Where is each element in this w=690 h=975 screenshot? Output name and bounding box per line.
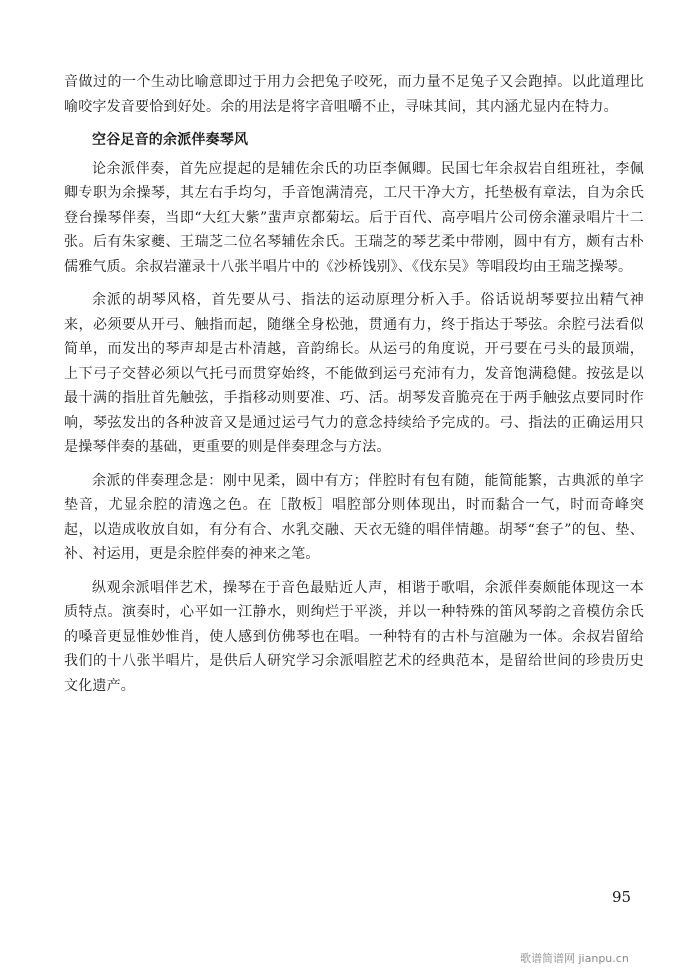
paragraph-1: 论余派伴奏，首先应提起的是辅佐余氏的功臣李佩卿。民国七年余叔岩自组班社，李佩卿专职为余操琴，其左右手均匀，手音饱满清亮，工尺干净大方，托垫极有章法，自为余氏登台操琴伴奏，当即“大红大紫”蜚声京都菊坛。后于百代、高亭唱片公司傍余灌录唱片十二张。后有朱家夔、王瑞芝二位名琴辅佐余氏。王瑞芝的琴艺柔中带刚，圆中有方，颇有古朴儒雅气质。余叔岩灌录十八张半唱片中的《沙桥饯别》、《伐东吴》等唱段均由王瑞芝操琴。: [64, 160, 644, 275]
paragraph-continued: 音做过的一个生动比喻意即过于用力会把兔子咬死，而力量不足兔子又会跑掉。以此道理比喻咬字发音要恰到好处。余的用法是将字音咀嚼不止，寻味其间，其内涵尤显内在特力。: [64, 74, 644, 115]
page-number: 95: [612, 888, 632, 906]
paragraph-4: 纵观余派唱伴艺术，操琴在于音色最贴近人声，相谐于歌唱，余派伴奏颇能体现这一本质特点。演奏时，心平如一江静水，则绚烂于平淡，并以一种特殊的笛风琴韵之音模仿余氏的嗓音更显惟妙惟肖，使人感到仿佛琴也在唱。一种特有的古朴与渲融为一体。余叔岩留给我们的十八张半唱片，是供后人研究学习余派唱腔艺术的经典范本，是留给世间的珍贵历史文化遗产。: [64, 579, 644, 694]
section-heading: 空谷足音的余派伴奏琴风: [92, 132, 249, 148]
paragraph-2: 余派的胡琴风格，首先要从弓、指法的运动原理分析入手。俗话说胡琴要拉出精气神来，必须要从开弓、触指而起，随继全身松弛，贯通有力，终于指达于琴弦。余腔弓法看似简单，而发出的琴声却是古朴清越，音韵绵长。从运弓的角度说，开弓要在弓头的最顶端，上下弓子交替必须以气托弓而贯穿始终，不能做到运弓充沛有力，发音饱满稳健。按弦是以最十满的指肚首先触弦，手指移动则要准、巧、活。胡琴发音脆亮在于两手触弦点要同时作响，琴弦发出的各种波音又是通过运弓气力的意念持续给予完成的。弓、指法的正确运用只是操琴伴奏的基础，更重要的则是伴奏理念与方法。: [64, 292, 644, 455]
watermark-text: 歌谱简谱网 jianpu.cn: [520, 952, 629, 965]
paragraph-3: 余派的伴奏理念是：刚中见柔，圆中有方；伴腔时有包有随，能简能繁，古典派的单字垫音，尤显余腔的清逸之色。在［散板］唱腔部分则体现出，时而黏合一气，时而奇峰突起，以造成收放自如，有分有合、水乳交融、天衣无缝的唱伴情趣。胡琴“套子”的包、垫、补、衬运用，更是余腔伴奏的神来之笔。: [64, 472, 644, 562]
body-text: [64, 70, 644, 707]
